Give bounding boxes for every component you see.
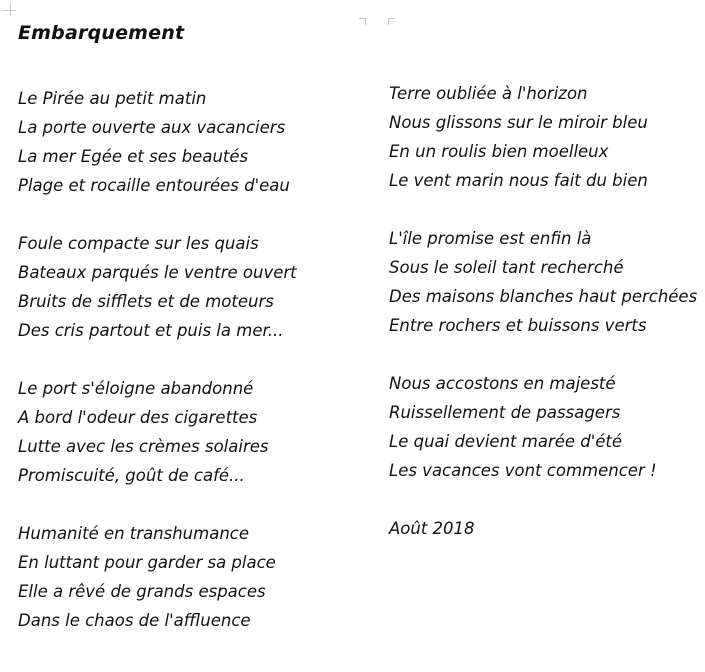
poem-line: Des cris partout et puis la mer... [18,321,284,340]
poem-line: L'île promise est enfin là [389,229,592,248]
stanza [389,79,699,195]
stanza [18,229,358,345]
crop-mark [388,18,389,25]
poem-line: Elle a rêvé de grands espaces [18,582,266,601]
poem-line: Entre rochers et buissons verts [389,316,647,335]
poem-title: Embarquement [18,22,185,44]
poem-line: Les vacances vont commencer ! [389,461,657,480]
poem-date: Août 2018 [389,519,475,538]
poem-line: Nous accostons en majesté [389,374,616,393]
poem-line: En luttant pour garder sa place [18,553,276,572]
crop-mark [388,18,395,19]
stanza [389,224,699,340]
poem-line: Promiscuité, goût de café... [18,466,245,485]
poem-line: Le quai devient marée d'été [389,432,623,451]
poem-line: Nous glissons sur le miroir bleu [389,113,648,132]
poem-line: Dans le chaos de l'affluence [18,611,251,630]
poem-column-right [389,79,699,543]
poem-line: Terre oubliée à l'horizon [389,84,588,103]
crop-mark [2,10,16,11]
poem-column-left [18,84,358,664]
crop-mark [10,2,11,16]
poem-line: En un roulis bien moelleux [389,142,609,161]
poem-line: Humanité en transhumance [18,524,250,543]
poem-line: A bord l'odeur des cigarettes [18,408,258,427]
poem-line: Le port s'éloigne abandonné [18,379,254,398]
poem-line: Le Pirée au petit matin [18,89,207,108]
poem-line: Foule compacte sur les quais [18,234,259,253]
poem-line: Sous le soleil tant recherché [389,258,624,277]
stanza [389,369,699,485]
stanza [18,84,358,200]
stanza [18,374,358,490]
poem-line: Bruits de sifflets et de moteurs [18,292,274,311]
crop-mark [365,18,366,25]
poem-line: Ruissellement de passagers [389,403,621,422]
poem-line: La porte ouverte aux vacanciers [18,118,286,137]
poem-line: Des maisons blanches haut perchées [389,287,698,306]
poem-line: Bateaux parqués le ventre ouvert [18,263,297,282]
poem-line: Lutte avec les crèmes solaires [18,437,269,456]
poem-line: Le vent marin nous fait du bien [389,171,648,190]
poem-line: Plage et rocaille entourées d'eau [18,176,290,195]
stanza [18,519,358,635]
poem-line: La mer Egée et ses beautés [18,147,249,166]
